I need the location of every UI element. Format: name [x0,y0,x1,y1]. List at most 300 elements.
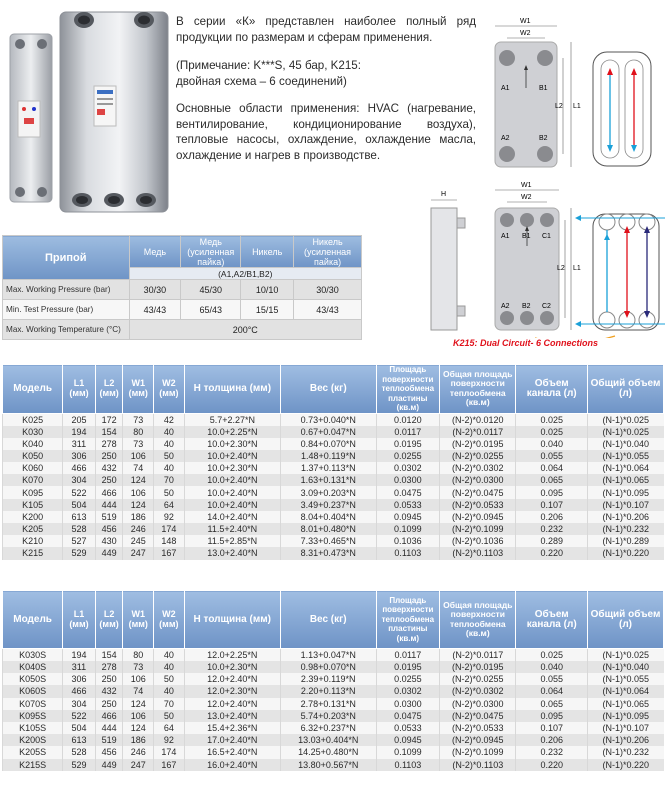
cell-l2: 456 [95,523,123,535]
cell-h: 10.0+2.40*N [184,450,280,462]
cell-total-area: (N-2)*0.0533 [440,722,516,734]
cell-total-area: (N-2)*0.0117 [440,649,516,662]
cell-h: 10.0+2.40*N [184,474,280,486]
solder-cell: 15/15 [241,300,294,320]
cell-w2: 50 [154,486,185,498]
label-w1: W1 [521,182,532,189]
cell-weight: 3.09+0.203*N [281,486,377,498]
cell-weight: 1.13+0.047*N [280,649,376,662]
label-a1: A1 [501,85,510,92]
cell-h: 10.0+2.25*N [184,426,280,438]
cell-total-volume: (N-1)*0.055 [588,673,664,685]
table-row [3,511,664,523]
cell-total-area: (N-2)*0.0255 [440,450,516,462]
cell-h: 12.0+2.40*N [184,698,280,710]
cell-l1: 194 [63,426,96,438]
cell-h: 10.0+2.30*N [184,661,280,673]
cell-l1: 522 [63,710,96,722]
col-w1: W1 (мм) [123,365,154,414]
solder-row-label: Min. Test Pressure (bar) [3,300,130,320]
cell-channel-volume: 0.095 [516,710,588,722]
col-l2: L2 (мм) [95,591,123,649]
cell-model: K105S [3,722,63,734]
cell-w1: 124 [123,722,154,734]
label-h: H [441,191,447,198]
cell-plate-area: 0.0533 [376,722,440,734]
solder-temp-label: Max. Working Temperature (°C) [3,320,130,340]
cell-model: K070S [3,698,63,710]
cell-channel-volume: 0.232 [516,523,588,535]
cell-l1: 304 [63,474,96,486]
table-row [3,413,664,426]
cell-plate-area: 0.1103 [376,759,440,771]
label-a2: A2 [501,135,510,142]
cell-weight: 2.78+0.131*N [280,698,376,710]
cell-channel-volume: 0.206 [516,511,588,523]
table-row [3,486,664,498]
model-table-standard [2,364,664,560]
cell-total-volume: (N-1)*0.040 [588,438,664,450]
cell-l2: 466 [95,486,123,498]
solder-col-copper-reinforced: Медь (усиленная пайка) [181,236,241,268]
table-row [3,499,664,511]
label-b2: B2 [522,303,531,310]
cell-w1: 73 [123,661,154,673]
cell-w2: 42 [154,413,185,426]
cell-plate-area: 0.0195 [376,438,440,450]
cell-w2: 92 [154,734,185,746]
cell-w2: 70 [154,698,185,710]
cell-plate-area: 0.0195 [376,661,440,673]
cell-l1: 527 [63,535,96,547]
cell-model: K200S [3,734,63,746]
table-row [3,673,664,685]
cell-total-volume: (N-1)*0.025 [588,649,664,662]
cell-weight: 5.74+0.203*N [280,710,376,722]
cell-l1: 613 [63,734,96,746]
label-c1: C1 [542,233,551,240]
cell-w2: 40 [154,661,185,673]
cell-l1: 311 [63,661,96,673]
cell-plate-area: 0.0255 [376,450,440,462]
cell-model: K025 [3,413,63,426]
col-weight: Вес (кг) [281,365,377,414]
cell-w1: 124 [123,499,154,511]
label-b2: B2 [539,135,548,142]
cell-l1: 205 [63,413,96,426]
solder-cell: 30/30 [129,280,181,300]
cell-total-volume: (N-1)*0.206 [588,511,664,523]
cell-total-area: (N-2)*0.0302 [440,685,516,697]
cell-l2: 444 [95,722,123,734]
label-b1: B1 [522,233,531,240]
col-plate-area: Площадь поверхности теплообмена пластины (кв.м) [376,591,440,649]
cell-channel-volume: 0.220 [516,759,588,771]
col-total-area: Общая площадь поверхности теплообмена (кв.м) [440,591,516,649]
cell-total-volume: (N-1)*0.232 [588,523,664,535]
cell-total-area: (N-2)*0.1099 [440,523,516,535]
cell-weight: 1.37+0.113*N [281,462,377,474]
cell-l1: 522 [63,486,96,498]
cell-model: K060 [3,462,63,474]
table-row [3,661,664,673]
label-l2: L2 [557,265,565,272]
cell-channel-volume: 0.055 [516,673,588,685]
cell-h: 10.0+2.30*N [184,438,280,450]
cell-model: K095 [3,486,63,498]
cell-channel-volume: 0.095 [516,486,588,498]
cell-w1: 247 [123,759,154,771]
cell-weight: 3.49+0.237*N [281,499,377,511]
cell-total-volume: (N-1)*0.064 [588,462,664,474]
cell-w2: 40 [154,462,185,474]
cell-w2: 92 [154,511,185,523]
cell-channel-volume: 0.065 [516,698,588,710]
intro-note-line2: двойная схема – 6 соединений) [176,74,347,88]
cell-total-volume: (N-1)*0.065 [588,698,664,710]
cell-plate-area: 0.0255 [376,673,440,685]
cell-w2: 40 [154,649,185,662]
label-l2: L2 [555,103,563,110]
cell-l2: 250 [95,474,123,486]
cell-plate-area: 0.0945 [376,511,440,523]
cell-plate-area: 0.0945 [376,734,440,746]
col-l2: L2 (мм) [95,365,123,414]
cell-plate-area: 0.0300 [376,474,440,486]
table-row [3,734,664,746]
solder-title: Припой [3,236,130,280]
model-table-s-series [2,590,664,771]
cell-total-volume: (N-1)*0.220 [588,547,664,559]
cell-w2: 64 [154,722,185,734]
label-l1: L1 [573,103,581,110]
cell-model: K215S [3,759,63,771]
cell-plate-area: 0.1036 [376,535,440,547]
table-row [3,474,664,486]
label-w2: W2 [521,194,532,201]
cell-l2: 519 [95,511,123,523]
solder-row-label: Max. Working Pressure (bar) [3,280,130,300]
cell-l2: 250 [95,698,123,710]
cell-model: K070 [3,474,63,486]
cell-w2: 167 [154,547,185,559]
cell-model: K040 [3,438,63,450]
cell-model: K215 [3,547,63,559]
solder-row [3,280,362,300]
cell-l2: 449 [95,759,123,771]
cell-l1: 529 [63,547,96,559]
cell-total-area: (N-2)*0.0300 [440,698,516,710]
cell-channel-volume: 0.025 [516,649,588,662]
cell-w2: 148 [154,535,185,547]
cell-weight: 13.80+0.567*N [280,759,376,771]
table-row [3,698,664,710]
cell-total-area: (N-2)*0.1099 [440,746,516,758]
cell-h: 16.5+2.40*N [184,746,280,758]
col-total-volume: Общий объем (л) [588,591,664,649]
diagram-single-circuit [483,12,663,177]
cell-h: 10.0+2.40*N [184,486,280,498]
diagram-dual-circuit [425,178,666,343]
cell-total-volume: (N-1)*0.220 [588,759,664,771]
cell-weight: 2.20+0.113*N [280,685,376,697]
table-row [3,547,664,559]
cell-w1: 80 [123,426,154,438]
table-row [3,426,664,438]
table-row [3,649,664,662]
cell-plate-area: 0.1103 [376,547,440,559]
cell-total-volume: (N-1)*0.065 [588,474,664,486]
dual-circuit-caption: K215: Dual Circuit- 6 Connections [453,338,599,348]
cell-model: K200 [3,511,63,523]
cell-total-volume: (N-1)*0.025 [588,413,664,426]
intro-applications: Основные области применения: HVAC (нагревание, вентилирование, кондиционирование воздуха), тепловые насосы, охлаждение, охлаждение масла, охлаждение и нагрев в производстве. [176,102,476,162]
cell-weight: 7.33+0.465*N [281,535,377,547]
cell-h: 12.0+2.25*N [184,649,280,662]
cell-l2: 466 [95,710,123,722]
cell-w1: 106 [123,710,154,722]
col-h: H толщина (мм) [184,365,280,414]
cell-plate-area: 0.0117 [376,649,440,662]
table-row [3,722,664,734]
cell-l2: 278 [95,661,123,673]
cell-w1: 74 [123,685,154,697]
model-table-s-series-body [3,649,664,771]
cell-total-area: (N-2)*0.1036 [440,535,516,547]
cell-weight: 0.67+0.047*N [281,426,377,438]
cell-channel-volume: 0.206 [516,734,588,746]
cell-total-area: (N-2)*0.0945 [440,734,516,746]
cell-channel-volume: 0.055 [516,450,588,462]
cell-weight: 2.39+0.119*N [280,673,376,685]
cell-h: 15.4+2.36*N [184,722,280,734]
cell-w1: 246 [123,746,154,758]
cell-channel-volume: 0.220 [516,547,588,559]
table-row [3,535,664,547]
solder-cell: 65/43 [181,300,241,320]
cell-plate-area: 0.1099 [376,746,440,758]
cell-w2: 50 [154,673,185,685]
cell-model: K060S [3,685,63,697]
cell-l2: 430 [95,535,123,547]
cell-w1: 124 [123,474,154,486]
table-header-row [3,591,664,649]
cell-l2: 278 [95,438,123,450]
cell-w1: 186 [123,511,154,523]
cell-l1: 311 [63,438,96,450]
solder-row [3,320,362,340]
cell-plate-area: 0.0302 [376,462,440,474]
cell-model: K205 [3,523,63,535]
cell-l1: 306 [63,450,96,462]
table-header-row [3,365,664,414]
cell-channel-volume: 0.107 [516,722,588,734]
label-l1: L1 [573,265,581,272]
cell-w2: 64 [154,499,185,511]
cell-model: K050 [3,450,63,462]
col-weight: Вес (кг) [280,591,376,649]
cell-w1: 186 [123,734,154,746]
table-row [3,759,664,771]
cell-l1: 504 [63,722,96,734]
cell-w1: 73 [123,413,154,426]
cell-w2: 50 [154,450,185,462]
cell-channel-volume: 0.289 [516,535,588,547]
table-row [3,746,664,758]
model-table-standard-body [3,413,664,560]
intro-paragraph: В серии «К» представлен наиболее полный ряд продукции по размерам и сферам применения. [176,15,476,44]
col-model: Модель [3,365,63,414]
cell-h: 14.0+2.40*N [184,511,280,523]
col-w1: W1 (мм) [123,591,154,649]
cell-weight: 0.73+0.040*N [281,413,377,426]
col-l1: L1 (мм) [63,591,96,649]
cell-model: K030S [3,649,63,662]
label-w2: W2 [520,30,531,37]
cell-weight: 8.31+0.473*N [281,547,377,559]
cell-l2: 444 [95,499,123,511]
col-l1: L1 (мм) [63,365,96,414]
cell-l2: 432 [95,685,123,697]
cell-w2: 167 [154,759,185,771]
cell-total-volume: (N-1)*0.107 [588,722,664,734]
cell-total-area: (N-2)*0.0300 [440,474,516,486]
cell-model: K095S [3,710,63,722]
cell-l2: 154 [95,649,123,662]
cell-plate-area: 0.1099 [376,523,440,535]
cell-channel-volume: 0.065 [516,474,588,486]
solder-cell: 43/43 [294,300,362,320]
cell-plate-area: 0.0300 [376,698,440,710]
cell-total-area: (N-2)*0.0255 [440,673,516,685]
cell-channel-volume: 0.232 [516,746,588,758]
col-channel-volume: Объем канала (л) [516,591,588,649]
cell-channel-volume: 0.025 [516,426,588,438]
cell-model: K040S [3,661,63,673]
cell-l2: 432 [95,462,123,474]
cell-l1: 304 [63,698,96,710]
cell-l2: 449 [95,547,123,559]
cell-total-volume: (N-1)*0.040 [588,661,664,673]
cell-w1: 246 [123,523,154,535]
table-row [3,685,664,697]
cell-channel-volume: 0.025 [516,413,588,426]
solder-cell: 43/43 [129,300,181,320]
cell-weight: 13.03+0.404*N [280,734,376,746]
cell-model: K030 [3,426,63,438]
cell-channel-volume: 0.107 [516,499,588,511]
cell-plate-area: 0.0475 [376,710,440,722]
cell-total-volume: (N-1)*0.095 [588,486,664,498]
cell-w1: 245 [123,535,154,547]
cell-total-area: (N-2)*0.0302 [440,462,516,474]
cell-l2: 250 [95,673,123,685]
intro-note [176,58,476,89]
cell-total-area: (N-2)*0.0195 [440,661,516,673]
cell-total-area: (N-2)*0.0533 [440,499,516,511]
col-w2: W2 (мм) [154,365,185,414]
cell-h: 11.5+2.85*N [184,535,280,547]
cell-h: 16.0+2.40*N [184,759,280,771]
cell-total-area: (N-2)*0.1103 [440,759,516,771]
cell-w2: 40 [154,438,185,450]
cell-h: 12.0+2.40*N [184,673,280,685]
cell-l2: 154 [95,426,123,438]
cell-w2: 174 [154,523,185,535]
cell-total-area: (N-2)*0.1103 [440,547,516,559]
cell-w1: 247 [123,547,154,559]
table-row [3,523,664,535]
product-photo [2,6,170,216]
cell-total-area: (N-2)*0.0475 [440,710,516,722]
cell-l2: 519 [95,734,123,746]
cell-channel-volume: 0.040 [516,661,588,673]
cell-l1: 466 [63,685,96,697]
cell-w2: 40 [154,426,185,438]
solder-cell: 45/30 [181,280,241,300]
cell-total-volume: (N-1)*0.064 [588,685,664,697]
label-c2: C2 [542,303,551,310]
table-row [3,438,664,450]
cell-w1: 73 [123,438,154,450]
cell-l1: 529 [63,759,96,771]
cell-plate-area: 0.0533 [376,499,440,511]
cell-total-volume: (N-1)*0.289 [588,535,664,547]
label-b1: B1 [539,85,548,92]
cell-l1: 504 [63,499,96,511]
cell-weight: 0.84+0.070*N [281,438,377,450]
label-w1: W1 [520,18,531,25]
cell-total-area: (N-2)*0.0945 [440,511,516,523]
solder-cell: 10/10 [241,280,294,300]
table-row [3,450,664,462]
intro-note-line1: (Примечание: K***S, 45 бар, K215: [176,59,361,72]
cell-w2: 50 [154,710,185,722]
cell-h: 10.0+2.30*N [184,462,280,474]
solder-subheader: (A1,A2/B1,B2) [129,268,361,280]
solder-col-nickel: Никель [241,236,294,268]
cell-total-volume: (N-1)*0.107 [588,499,664,511]
intro-text [176,14,476,176]
cell-model: K210 [3,535,63,547]
cell-weight: 8.04+0.404*N [281,511,377,523]
cell-weight: 6.32+0.237*N [280,722,376,734]
cell-weight: 14.25+0.480*N [280,746,376,758]
cell-total-volume: (N-1)*0.055 [588,450,664,462]
cell-plate-area: 0.0120 [376,413,440,426]
solder-col-nickel-reinforced: Никель (усиленная пайка) [294,236,362,268]
cell-weight: 1.48+0.119*N [281,450,377,462]
cell-model: K050S [3,673,63,685]
cell-total-volume: (N-1)*0.206 [588,734,664,746]
cell-h: 11.5+2.40*N [184,523,280,535]
cell-total-area: (N-2)*0.0475 [440,486,516,498]
cell-channel-volume: 0.064 [516,462,588,474]
cell-l1: 194 [63,649,96,662]
cell-w1: 124 [123,698,154,710]
cell-w1: 106 [123,673,154,685]
cell-total-volume: (N-1)*0.095 [588,710,664,722]
cell-total-area: (N-2)*0.0117 [440,426,516,438]
table-row [3,710,664,722]
cell-total-area: (N-2)*0.0120 [440,413,516,426]
col-total-volume: Общий объем (л) [588,365,664,414]
cell-plate-area: 0.0302 [376,685,440,697]
table-row [3,462,664,474]
cell-l1: 466 [63,462,96,474]
cell-total-area: (N-2)*0.0195 [440,438,516,450]
cell-h: 13.0+2.40*N [184,547,280,559]
